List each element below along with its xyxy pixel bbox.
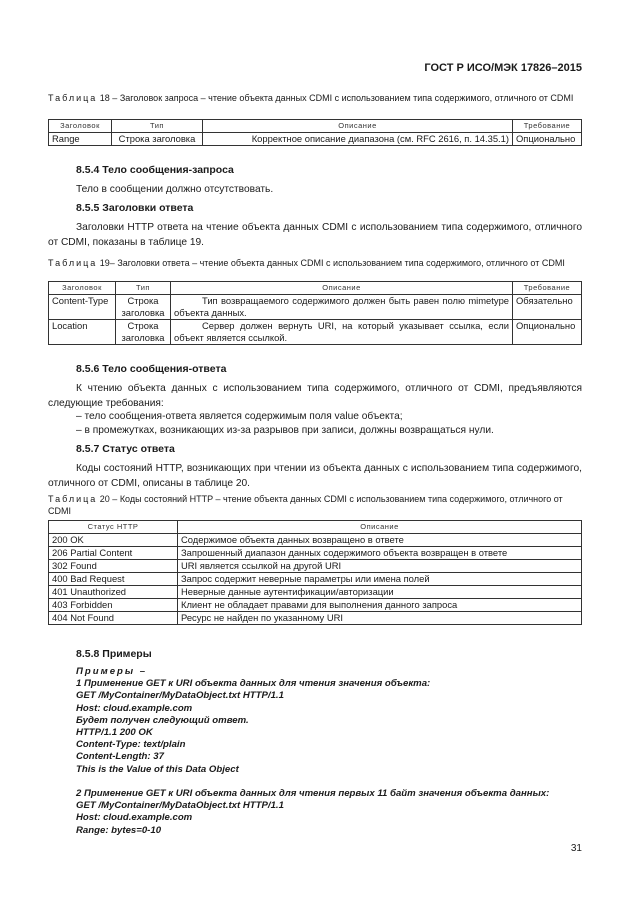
table-cell: Content-Type: [49, 295, 116, 320]
paragraph: Заголовки HTTP ответа на чтение объекта данных CDMI с использованием типа содержимого, отличного от CDMI, показаны в таблице 19.: [48, 222, 582, 248]
table-cell: 200 OK: [49, 534, 178, 547]
list-item: – тело сообщения-ответа является содержимым поля value объекта;: [76, 411, 403, 422]
table-cell: Запрошенный диапазон данных содержимого объекта возвращен в ответе: [178, 547, 582, 560]
table-18-caption: [48, 92, 582, 104]
table-20: [48, 520, 582, 625]
column-header: Требование: [513, 120, 582, 133]
table-20-caption: [48, 493, 582, 517]
table-cell: URI является ссылкой на другой URI: [178, 560, 582, 573]
paragraph: К чтению объекта данных с использованием типа содержимого, отличного от CDMI, предъявляются следующие требования:: [48, 383, 582, 409]
example-line: Host: cloud.example.com: [76, 812, 193, 824]
caption-text: 20 – Коды состояний HTTP – чтение объекта данных CDMI с использованием типа содержимого, отличного от CDMI: [48, 494, 563, 516]
section-heading-8-5-4: 8.5.4 Тело сообщения-запроса: [76, 164, 234, 176]
example-line: 2 Применение GET к URI объекта данных для чтения первых 11 байт значения объекта данных:: [76, 788, 550, 800]
table-row: [49, 612, 582, 625]
table-cell: Корректное описание диапазона (см. RFC 2616, п. 14.35.1): [203, 133, 513, 146]
column-header: Заголовок: [49, 282, 116, 295]
example-line: GET /MyContainer/MyDataObject.txt HTTP/1.1: [76, 690, 284, 702]
table-cell: Опционально: [513, 133, 582, 146]
table-18: [48, 119, 582, 146]
table-cell: 404 Not Found: [49, 612, 178, 625]
table-cell: 403 Forbidden: [49, 599, 178, 612]
table-header-row: [49, 120, 582, 133]
table-cell: Строка заголовка: [116, 320, 171, 345]
table-row: [49, 586, 582, 599]
table-cell: Неверные данные аутентификации/авторизации: [178, 586, 582, 599]
list-item: – в промежутках, возникающих из-за разрывов при записи, должны возвращаться нули.: [76, 425, 494, 436]
table-cell: Тип возвращаемого содержимого должен быть равен полю mimetype объекта данных.: [171, 295, 513, 320]
example-line: This is the Value of this Data Object: [76, 763, 239, 775]
paragraph: Тело в сообщении должно отсутствовать.: [76, 184, 274, 195]
table-row: [49, 534, 582, 547]
table-cell: Ресурс не найден по указанному URI: [178, 612, 582, 625]
table-cell: Опционально: [513, 320, 582, 345]
column-header: Требование: [513, 282, 582, 295]
table-row: [49, 133, 582, 146]
column-header: Статус HTTP: [49, 521, 178, 534]
column-header: Описание: [203, 120, 513, 133]
spacer: [76, 776, 549, 788]
table-row: [49, 573, 582, 586]
table-cell: Строка заголовка: [112, 133, 203, 146]
standard-header: ГОСТ Р ИСО/МЭК 17826–2015: [424, 62, 582, 74]
examples-label: Примеры –: [76, 666, 148, 677]
table-cell: Range: [49, 133, 112, 146]
table-cell: 206 Partial Content: [49, 547, 178, 560]
caption-prefix: Таблица: [48, 93, 98, 103]
example-line: Host: cloud.example.com: [76, 702, 193, 714]
table-19: [48, 281, 582, 345]
column-header: Заголовок: [49, 120, 112, 133]
section-heading-8-5-7: 8.5.7 Статус ответа: [76, 443, 175, 455]
table-cell: Строка заголовка: [116, 295, 171, 320]
table-cell: Содержимое объекта данных возвращено в ответе: [178, 534, 582, 547]
table-row: [49, 295, 582, 320]
section-heading-8-5-5: 8.5.5 Заголовки ответа: [76, 202, 194, 214]
example-line: Будет получен следующий ответ.: [76, 714, 249, 726]
example-line: GET /MyContainer/MyDataObject.txt HTTP/1.1: [76, 800, 284, 812]
table-row: [49, 320, 582, 345]
table-cell: Сервер должен вернуть URI, на который указывает ссылка, если объект является ссылкой.: [171, 320, 513, 345]
example-line: Content-Type: text/plain: [76, 739, 186, 751]
examples-block: [76, 666, 549, 837]
caption-prefix: Таблица: [48, 258, 98, 268]
table-cell: 400 Bad Request: [49, 573, 178, 586]
example-line: HTTP/1.1 200 OK: [76, 727, 153, 739]
table-cell: Клиент не обладает правами для выполнения данного запроса: [178, 599, 582, 612]
table-row: [49, 547, 582, 560]
table-cell: Обязательно: [513, 295, 582, 320]
paragraph: Коды состояний HTTP, возникающих при чтении из объекта данных с использованием типа содержимого, отличного от CDMI, описаны в таблице 20.: [48, 463, 582, 489]
column-header: Тип: [116, 282, 171, 295]
column-header: Описание: [171, 282, 513, 295]
caption-prefix: Таблица: [48, 494, 98, 504]
table-cell: 302 Found: [49, 560, 178, 573]
example-line: Range: bytes=0-10: [76, 824, 162, 836]
example-line: 1 Применение GET к URI объекта данных для чтения значения объекта:: [76, 678, 431, 690]
table-header-row: [49, 282, 582, 295]
column-header: Тип: [112, 120, 203, 133]
section-heading-8-5-6: 8.5.6 Тело сообщения-ответа: [76, 363, 227, 375]
caption-text: 18 – Заголовок запроса – чтение объекта данных CDMI с использованием типа содержимого, отличного от CDMI: [97, 93, 574, 103]
page-number: 31: [570, 843, 582, 854]
table-row: [49, 599, 582, 612]
caption-text: 19– Заголовки ответа – чтение объекта данных CDMI с использованием типа содержимого, отличного от CDMI: [97, 258, 565, 268]
table-19-caption: [48, 257, 582, 269]
section-heading-8-5-8: 8.5.8 Примеры: [76, 648, 152, 660]
table-header-row: [49, 521, 582, 534]
column-header: Описание: [178, 521, 582, 534]
table-cell: 401 Unauthorized: [49, 586, 178, 599]
table-cell: Запрос содержит неверные параметры или имена полей: [178, 573, 582, 586]
table-cell: Location: [49, 320, 116, 345]
example-line: Content-Length: 37: [76, 751, 164, 763]
table-row: [49, 560, 582, 573]
